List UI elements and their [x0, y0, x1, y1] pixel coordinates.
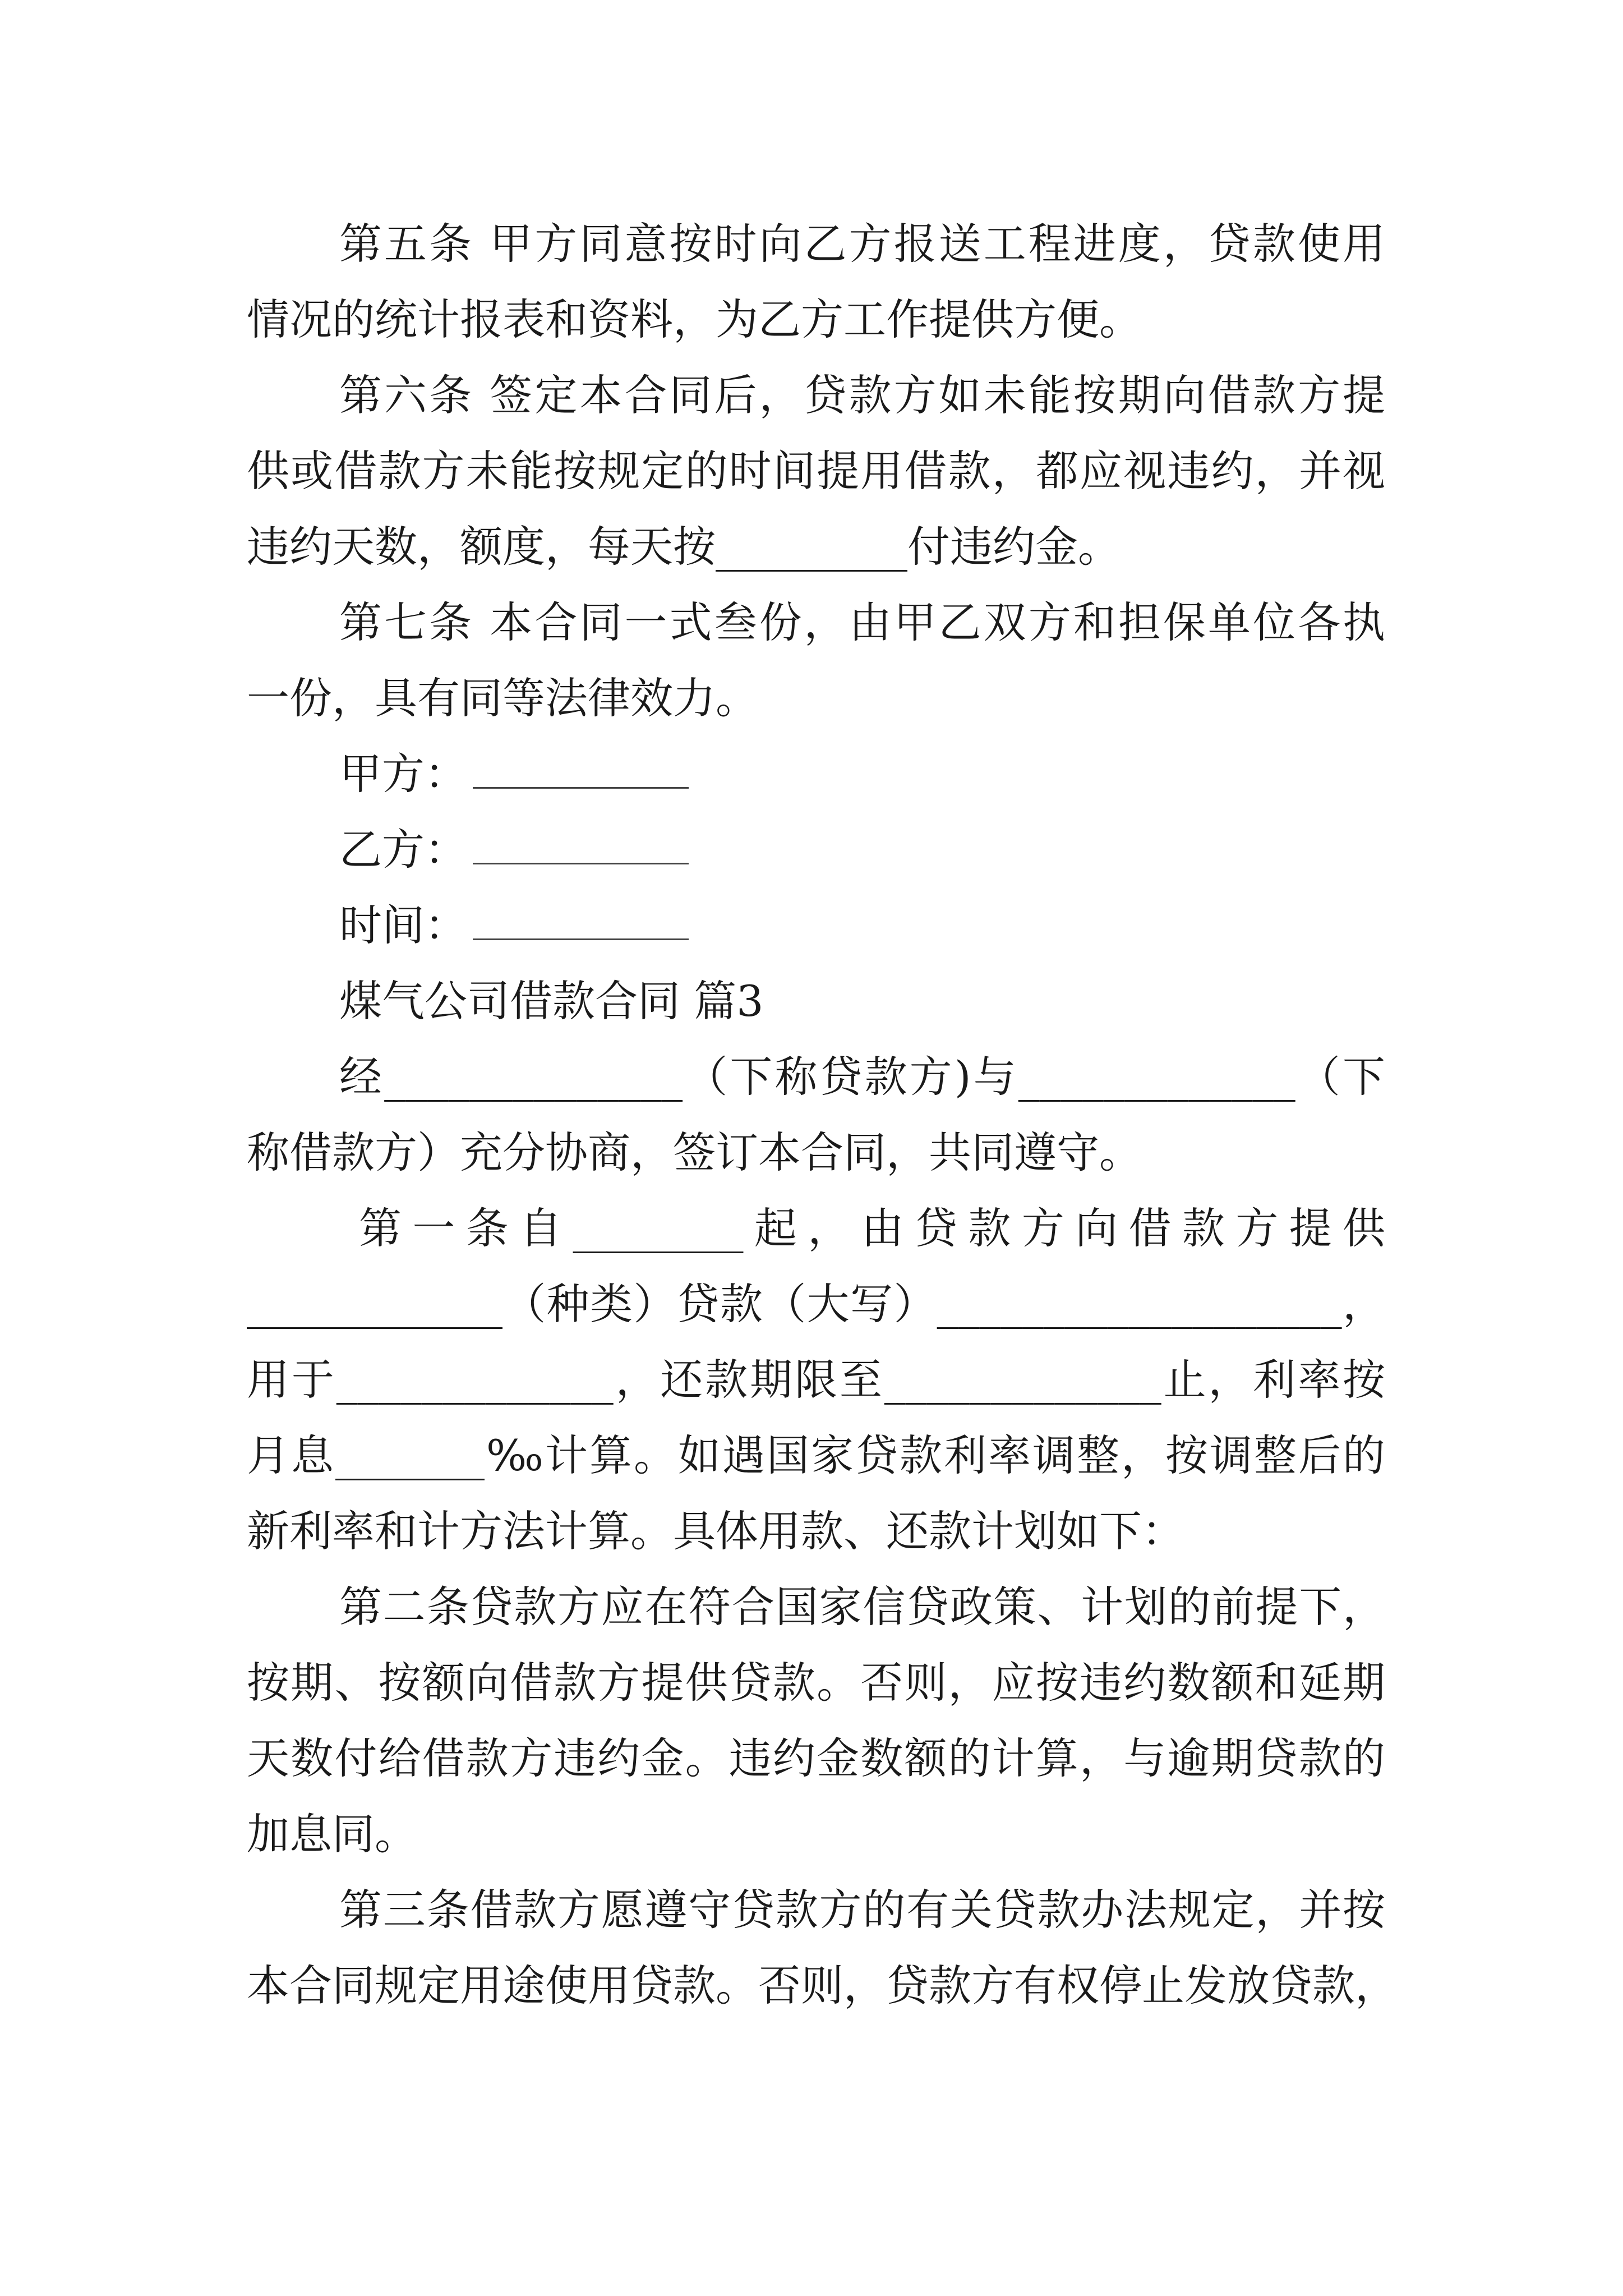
- clause2-line4: 加息同。: [247, 1809, 417, 1859]
- article7-line2: 一份，具有同等法律效力。: [247, 673, 758, 723]
- clause3-line1: 第三条借款方愿遵守贷款方的有关贷款办法规定，并按: [339, 1885, 1385, 1935]
- date-blank: [473, 938, 689, 940]
- article5-line1: 第五条 甲方同意按时向乙方报送工程进度，贷款使用: [339, 219, 1385, 269]
- party-b-blank: [473, 862, 689, 864]
- article6-line1: 第六条 签定本合同后，贷款方如未能按期向借款方提: [339, 370, 1385, 420]
- clause3-line2: 本合同规定用途使用贷款。否则，贷款方有权停止发放贷款，: [247, 1961, 1398, 2010]
- clause2-line3: 天数付给借款方违约金。违约金数额的计算，与逾期贷款的: [247, 1733, 1385, 1783]
- party-a-label: 甲方：: [339, 749, 467, 799]
- article6-line3: 违约天数，额度，每天按_________付违约金。: [247, 522, 1121, 572]
- article7-line1: 第七条 本合同一式叁份，由甲乙双方和担保单位各执: [339, 597, 1385, 647]
- article5-line2: 情况的统计报表和资料，为乙方工作提供方便。: [247, 295, 1142, 344]
- clause1-line1: 第一条自________起，由贷款方向借款方提供: [359, 1203, 1385, 1253]
- section3-heading: 煤气公司借款合同 篇3: [339, 976, 764, 1026]
- article6-line2: 供或借款方未能按规定的时间提用借款，都应视违约，并视: [247, 446, 1385, 496]
- clause1-line2: ____________（种类）贷款（大写）___________________，: [247, 1279, 1385, 1329]
- clause1-line5: 新利率和计方法计算。具体用款、还款计划如下：: [247, 1506, 1184, 1556]
- signature-party-a: [339, 746, 1385, 802]
- section3-intro-line2: 称借款方）充分协商，签订本合同，共同遵守。: [247, 1128, 1142, 1177]
- clause2-line1: 第二条贷款方应在符合国家信贷政策、计划的前提下，: [339, 1582, 1385, 1632]
- party-a-blank: [473, 786, 689, 789]
- date-label: 时间：: [339, 900, 467, 950]
- clause1-line3: 用于_____________，还款期限至_____________止，利率按: [247, 1355, 1385, 1405]
- clause1-line4: 月息_______‰计算。如遇国家贷款利率调整，按调整后的: [247, 1430, 1385, 1480]
- clause2-line2: 按期、按额向借款方提供贷款。否则，应按违约数额和延期: [247, 1658, 1385, 1708]
- party-b-label: 乙方：: [339, 825, 467, 875]
- signature-party-b: [339, 822, 1385, 878]
- section3-intro-line1: 经______________（下称贷款方)与_____________（下: [339, 1052, 1385, 1102]
- signature-date: [339, 898, 1385, 954]
